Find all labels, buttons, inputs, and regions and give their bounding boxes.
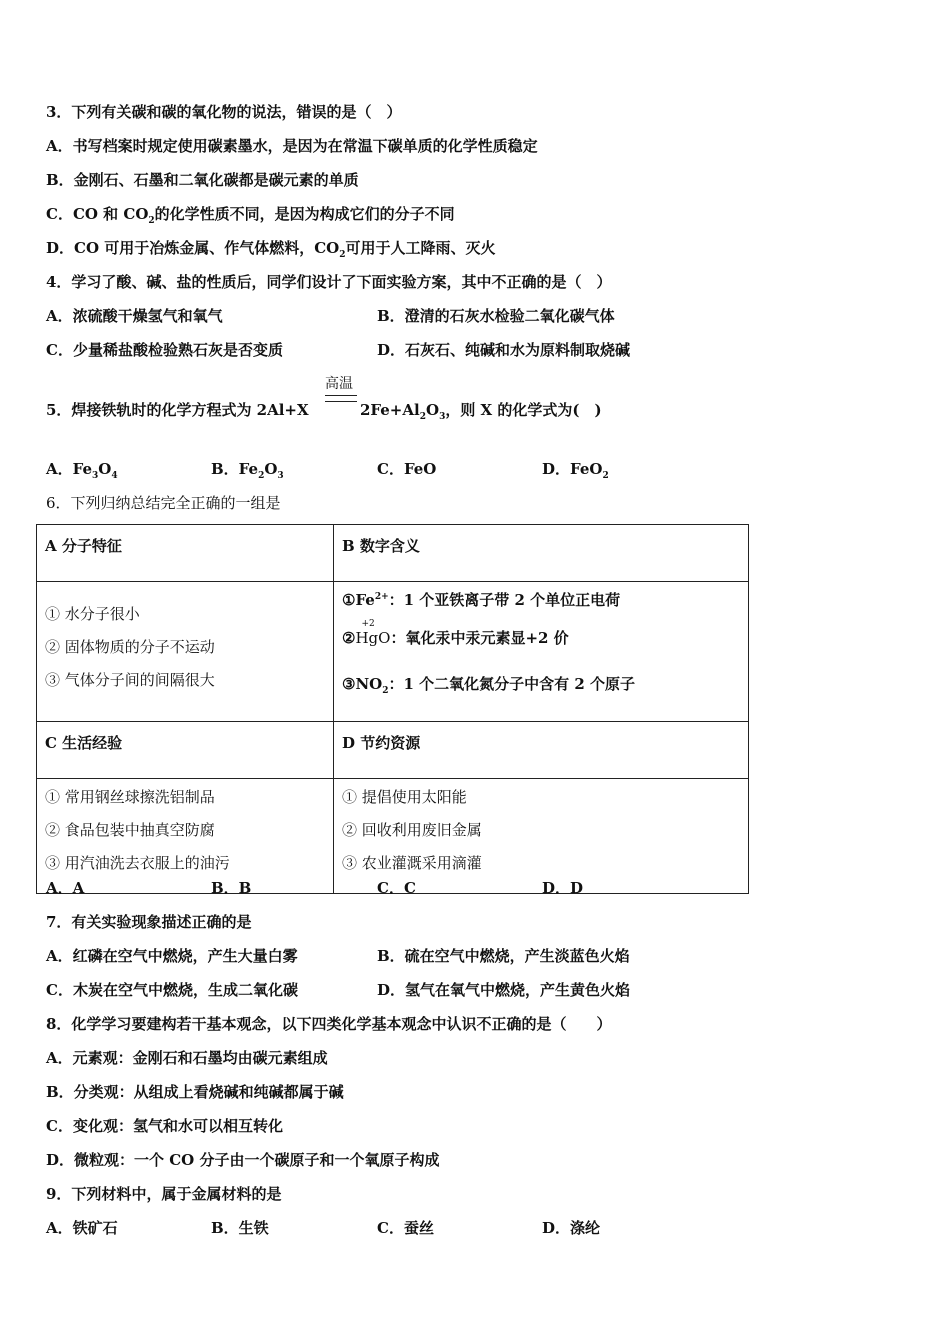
q3-option-c <box>46 204 455 224</box>
a-item: ③ 气体分子间的间隔很大 <box>45 671 215 689</box>
q5-option-b <box>211 459 284 479</box>
a-item: ② 固体物质的分子不运动 <box>45 638 215 656</box>
b3-post: ：1 个二氧化氮分子中含有 2 个原子 <box>388 675 636 693</box>
q5-a-mid: O <box>98 460 112 478</box>
b2-num: ② <box>342 629 356 647</box>
cell-c-title: C 生活经验 <box>37 722 334 779</box>
q5-b-s1: 2 <box>258 471 265 481</box>
cell-b-title: B 数字含义 <box>334 525 749 582</box>
d-item: ② 回收利用废旧金属 <box>342 821 482 839</box>
q6-option-c: C．C <box>377 879 416 897</box>
q3-c-post: 的化学性质不同，是因为构成它们的分子不同 <box>154 205 455 223</box>
c-item: ② 食品包装中抽真空防腐 <box>45 821 215 839</box>
b-item-1 <box>342 590 748 610</box>
q3-option-d <box>46 238 496 258</box>
c-item: ① 常用钢丝球擦洗铝制品 <box>45 788 215 806</box>
q5-sub1: 2 <box>419 412 426 422</box>
q9-stem: 9．下列材料中，属于金属材料的是 <box>46 1185 282 1203</box>
reaction-condition: 高温 <box>325 376 353 392</box>
q4-option-b: B．澄清的石灰水检验二氧化碳气体 <box>377 307 615 325</box>
c-item: ③ 用汽油洗去衣服上的油污 <box>45 854 230 872</box>
q7-option-d: D．氢气在氧气中燃烧，产生黄色火焰 <box>377 981 631 999</box>
q3-option-a: A．书写档案时规定使用碳素墨水，是因为在常温下碳单质的化学性质稳定 <box>46 137 538 155</box>
q6-stem: 6．下列归纳总结完全正确的一组是 <box>46 494 281 512</box>
q9-option-c: C．蚕丝 <box>377 1219 434 1237</box>
d-item: ① 提倡使用太阳能 <box>342 788 467 806</box>
cell-c-body <box>37 779 334 894</box>
q6-option-a: A．A <box>46 879 85 897</box>
q5-o: O <box>425 401 440 419</box>
q8-option-b: B．分类观：从组成上看烧碱和纯碱都属于碱 <box>46 1083 344 1101</box>
cell-a-body <box>37 582 334 722</box>
q3-option-b: B．金刚石、石墨和二氧化碳都是碳元素的单质 <box>46 171 359 189</box>
equals-sign <box>325 395 357 402</box>
q7-option-b: B．硫在空气中燃烧，产生淡蓝色火焰 <box>377 947 630 965</box>
q5-post: ，则 X 的化学式为( ) <box>445 401 602 419</box>
q5-a-s2: 4 <box>111 471 118 481</box>
q6-table <box>36 524 749 894</box>
b1-post: ：1 个亚铁离子带 2 个单位正电荷 <box>388 591 621 609</box>
q3-stem: 3．下列有关碳和碳的氧化物的说法，错误的是（ ） <box>46 103 402 121</box>
q5-sub2: 3 <box>439 412 446 422</box>
q5-d-s: 2 <box>602 471 609 481</box>
hgo-text: HgO <box>355 629 391 647</box>
q8-option-c: C．变化观：氢气和水可以相互转化 <box>46 1117 283 1135</box>
q3-d-pre: D．CO 可用于冶炼金属、作气体燃料，CO <box>46 239 340 257</box>
valence-mark: +2 <box>361 619 375 629</box>
q6-option-d: D．D <box>542 879 584 897</box>
q8-stem: 8．化学学习要建构若干基本观念，以下四类化学基本观念中认识不正确的是（ ） <box>46 1015 612 1033</box>
q5-a-pre: A．Fe <box>46 460 93 478</box>
b1-sup: 2+ <box>374 592 389 602</box>
q9-option-b: B．生铁 <box>211 1219 269 1237</box>
q6-option-b: B．B <box>211 879 252 897</box>
b-item-2 <box>342 619 748 648</box>
q3-d-post: 可用于人工降雨、灭火 <box>345 239 496 257</box>
b2-post: ：氧化汞中汞元素显+2 价 <box>390 629 569 647</box>
q5-b-s2: 3 <box>277 471 284 481</box>
q9-option-a: A．铁矿石 <box>46 1219 118 1237</box>
q8-option-a: A．元素观：金刚石和石墨均由碳元素组成 <box>46 1049 328 1067</box>
b3-pre: ③NO <box>342 675 383 693</box>
q5-stem-post <box>360 400 602 420</box>
q3-d-sub: 2 <box>339 250 346 260</box>
q5-d-pre: D．FeO <box>542 460 603 478</box>
b3-sub: 2 <box>382 686 389 696</box>
q7-stem: 7．有关实验现象描述正确的是 <box>46 913 252 931</box>
cell-d-body <box>334 779 749 894</box>
q5-stem-pre: 5．焊接铁轨时的化学方程式为 2Al+X <box>46 401 309 419</box>
cell-d-title: D 节约资源 <box>334 722 749 779</box>
cell-a-title: A 分子特征 <box>37 525 334 582</box>
q5-b-pre: B．Fe <box>211 460 259 478</box>
q3-c-pre: C．CO 和 CO <box>46 205 149 223</box>
q7-option-c: C．木炭在空气中燃烧，生成二氧化碳 <box>46 981 298 999</box>
b1-pre: ①Fe <box>342 591 375 609</box>
cell-b-body <box>334 582 749 722</box>
b-item-3 <box>342 674 748 694</box>
q4-option-a: A．浓硫酸干燥氢气和氧气 <box>46 307 223 325</box>
q5-a-s1: 3 <box>92 471 99 481</box>
q9-option-d: D．涤纶 <box>542 1219 601 1237</box>
q5-option-c: C．FeO <box>377 460 437 478</box>
q5-b-mid: O <box>264 460 278 478</box>
q5-option-d <box>542 459 609 479</box>
q8-option-d: D．微粒观：一个 CO 分子由一个碳原子和一个氧原子构成 <box>46 1151 440 1169</box>
q5-mid: 2Fe+Al <box>360 401 420 419</box>
q4-option-d: D．石灰石、纯碱和水为原料制取烧碱 <box>377 341 631 359</box>
q5-option-a <box>46 459 118 479</box>
d-item: ③ 农业灌溉采用滴灌 <box>342 854 482 872</box>
q3-c-sub: 2 <box>148 216 155 226</box>
q4-stem: 4．学习了酸、碱、盐的性质后，同学们设计了下面实验方案，其中不正确的是（ ） <box>46 273 612 291</box>
hgo-formula <box>355 619 391 648</box>
q4-option-c: C．少量稀盐酸检验熟石灰是否变质 <box>46 341 283 359</box>
q7-option-a: A．红磷在空气中燃烧，产生大量白雾 <box>46 947 298 965</box>
a-item: ① 水分子很小 <box>45 605 140 623</box>
